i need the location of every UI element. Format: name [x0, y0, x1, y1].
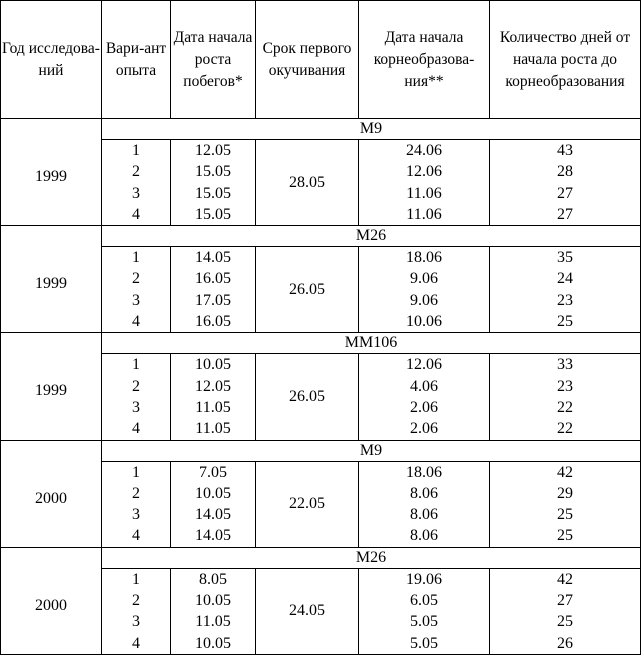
hilling-cell: 24.05	[256, 568, 359, 654]
rooting-start-cell: 5.05	[410, 613, 438, 631]
growth-start-cell-group	[171, 140, 256, 226]
year-cell: 2000	[1, 440, 102, 547]
rootstock-header-row	[1, 440, 641, 461]
header-shoot-growth-start: Дата начала роста побегов*	[171, 1, 256, 119]
variant-cell-group	[102, 140, 171, 226]
variant-cell: 4	[132, 527, 140, 545]
growth-start-cell: 15.05	[195, 163, 231, 181]
rootstock-label: М26	[102, 226, 641, 247]
days-count-cell-group	[490, 140, 641, 226]
days-count-cell-group	[490, 461, 641, 547]
variant-cell: 1	[132, 249, 140, 267]
variant-cell-group	[102, 568, 171, 654]
days-count-cell: 29	[557, 484, 573, 502]
growth-start-cell: 14.05	[195, 527, 231, 545]
days-count-cell: 27	[557, 205, 573, 223]
days-count-cell: 25	[557, 506, 573, 524]
growth-start-cell: 16.05	[195, 270, 231, 288]
rooting-start-cell: 9.06	[410, 291, 438, 309]
variant-cell: 3	[132, 291, 140, 309]
growth-start-cell: 8.05	[199, 570, 227, 588]
rooting-start-cell: 12.06	[406, 163, 442, 181]
days-count-cell-group	[490, 247, 641, 333]
growth-start-cell: 11.05	[195, 613, 231, 631]
growth-start-cell: 7.05	[199, 463, 227, 481]
days-count-cell: 27	[557, 184, 573, 202]
days-count-cell: 27	[557, 592, 573, 610]
growth-start-cell-group	[171, 354, 256, 440]
variant-cell: 4	[132, 634, 140, 652]
growth-start-cell: 15.05	[195, 205, 231, 223]
variant-cell: 2	[132, 592, 140, 610]
header-days-count: Количество дней от начала роста до корнеобразования	[490, 1, 641, 119]
days-count-cell: 24	[557, 270, 573, 288]
rooting-start-cell: 18.06	[406, 463, 442, 481]
days-count-cell: 28	[557, 163, 573, 181]
rooting-start-cell: 8.06	[410, 506, 438, 524]
days-count-cell-group	[490, 354, 641, 440]
growth-start-cell-group	[171, 568, 256, 654]
days-count-cell: 25	[557, 527, 573, 545]
rooting-start-cell: 24.06	[406, 142, 442, 159]
hilling-cell: 28.05	[256, 140, 359, 226]
variant-cell: 4	[132, 313, 140, 331]
days-count-cell: 25	[557, 613, 573, 631]
rootstock-label: М26	[102, 547, 641, 568]
growth-start-cell: 15.05	[195, 184, 231, 202]
rooting-start-cell: 8.06	[410, 527, 438, 545]
variant-cell: 2	[132, 163, 140, 181]
rootstock-header-row	[1, 119, 641, 140]
variant-cell: 1	[132, 570, 140, 588]
rooting-start-cell-group	[359, 568, 490, 654]
rootstock-header-row	[1, 333, 641, 354]
growth-start-cell: 10.05	[195, 484, 231, 502]
growth-start-cell: 11.05	[195, 398, 231, 416]
table-body	[1, 119, 641, 655]
rooting-start-cell: 2.06	[410, 420, 438, 438]
growth-start-cell: 10.05	[195, 634, 231, 652]
header-variant: Вари-ант опыта	[102, 1, 171, 119]
rooting-start-cell-group	[359, 461, 490, 547]
growth-start-cell: 14.05	[195, 249, 231, 267]
days-count-cell: 22	[557, 420, 573, 438]
days-count-cell: 43	[557, 142, 573, 159]
rooting-start-cell-group	[359, 247, 490, 333]
rooting-start-cell: 11.06	[406, 205, 442, 223]
growth-start-cell: 16.05	[195, 313, 231, 331]
rooting-start-cell: 11.06	[406, 184, 442, 202]
days-count-cell: 23	[557, 377, 573, 395]
growth-start-cell-group	[171, 247, 256, 333]
rooting-start-cell: 6.05	[410, 592, 438, 610]
variant-cell: 2	[132, 377, 140, 395]
variant-cell: 1	[132, 463, 140, 481]
rootstock-label: М9	[102, 119, 641, 140]
growth-start-cell: 14.05	[195, 506, 231, 524]
hilling-cell: 22.05	[256, 461, 359, 547]
year-cell: 1999	[1, 119, 102, 226]
rooting-start-cell-group	[359, 140, 490, 226]
variant-cell: 3	[132, 398, 140, 416]
rootstock-label: ММ106	[102, 333, 641, 354]
rootstock-label: М9	[102, 440, 641, 461]
days-count-cell: 25	[557, 313, 573, 331]
variant-cell: 4	[132, 420, 140, 438]
variant-cell: 2	[132, 484, 140, 502]
growth-start-cell-group	[171, 461, 256, 547]
rooting-start-cell: 2.06	[410, 398, 438, 416]
rooting-start-cell: 4.06	[410, 377, 438, 395]
year-cell: 1999	[1, 333, 102, 440]
rootstock-header-row	[1, 547, 641, 568]
days-count-cell: 26	[557, 634, 573, 652]
header-year: Год исследова-ний	[1, 1, 102, 119]
rooting-start-cell: 19.06	[406, 570, 442, 588]
days-count-cell: 35	[557, 249, 573, 267]
variant-cell: 1	[132, 142, 140, 159]
header-row	[1, 1, 641, 119]
year-cell: 2000	[1, 547, 102, 654]
days-count-cell-group	[490, 568, 641, 654]
rooting-start-cell: 10.06	[406, 313, 442, 331]
rooting-start-cell: 12.06	[406, 356, 442, 374]
variant-cell: 4	[132, 205, 140, 223]
variant-cell-group	[102, 354, 171, 440]
variant-cell-group	[102, 247, 171, 333]
days-count-cell: 33	[557, 356, 573, 374]
variant-cell: 2	[132, 270, 140, 288]
rooting-start-cell: 5.05	[410, 634, 438, 652]
rooting-start-cell: 8.06	[410, 484, 438, 502]
growth-start-cell: 12.05	[195, 142, 231, 159]
variant-cell: 3	[132, 506, 140, 524]
rooting-start-cell: 9.06	[410, 270, 438, 288]
year-cell: 1999	[1, 226, 102, 333]
growth-start-cell: 11.05	[195, 420, 231, 438]
variant-cell-group	[102, 461, 171, 547]
header-rooting-start: Дата начала корнеобразова-ния**	[359, 1, 490, 119]
variant-cell: 1	[132, 356, 140, 374]
header-first-hilling: Срок первого окучивания	[256, 1, 359, 119]
days-count-cell: 22	[557, 398, 573, 416]
rootstock-header-row	[1, 226, 641, 247]
days-count-cell: 42	[557, 463, 573, 481]
hilling-cell: 26.05	[256, 354, 359, 440]
rooting-start-cell: 18.06	[406, 249, 442, 267]
growth-start-cell: 10.05	[195, 356, 231, 374]
growth-start-cell: 10.05	[195, 592, 231, 610]
growth-start-cell: 12.05	[195, 377, 231, 395]
rooting-start-cell-group	[359, 354, 490, 440]
growth-start-cell: 17.05	[195, 291, 231, 309]
hilling-cell: 26.05	[256, 247, 359, 333]
variant-cell: 3	[132, 184, 140, 202]
days-count-cell: 23	[557, 291, 573, 309]
variant-cell: 3	[132, 613, 140, 631]
days-count-cell: 42	[557, 570, 573, 588]
